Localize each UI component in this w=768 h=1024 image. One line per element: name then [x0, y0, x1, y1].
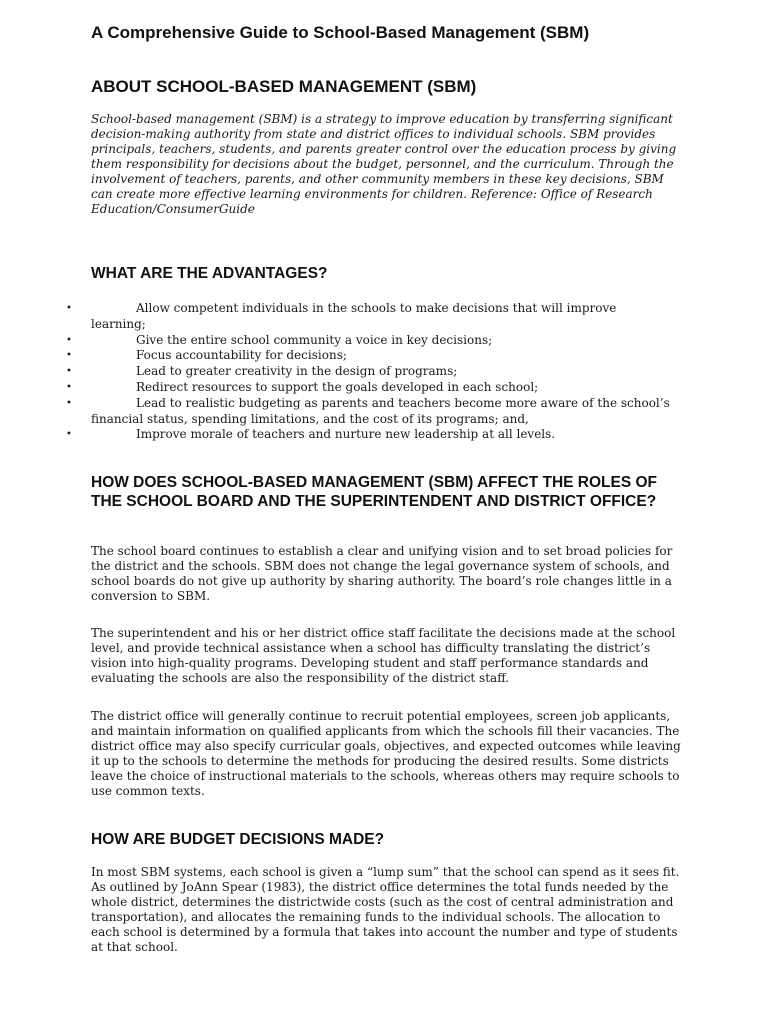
- list-item: • Lead to greater creativity in the design of programs;: [66, 364, 458, 379]
- roles-paragraph-district-office: The district office will generally continue to recruit potential employees, screen job applicants, and maintain information on qualified applicants from which the schools fill their vacancies. The district office may also specify curricular goals, objectives, and expected outcomes while leaving it up to the schools to determine the methods for producing the desired results. Some districts leave the choice of instructional materials to the schools, whereas others may require schools to use common texts.: [91, 709, 681, 798]
- budget-heading: HOW ARE BUDGET DECISIONS MADE?: [91, 831, 385, 848]
- list-item: • Redirect resources to support the goals developed in each school;: [66, 379, 539, 394]
- roles-heading: HOW DOES SCHOOL-BASED MANAGEMENT (SBM) AFFECT THE ROLES OF THE SCHOOL BOARD AND THE SUPERINTENDENT AND DISTRICT OFFICE?: [91, 474, 658, 510]
- list-item: • Improve morale of teachers and nurture new leadership at all levels.: [66, 427, 556, 442]
- bullet-icon: •: [66, 350, 72, 362]
- budget-paragraph: In most SBM systems, each school is given a “lump sum” that the school can spend as it sees fit. As outlined by JoAnn Spear (1983), the district office determines the total funds needed by the whole district, determines the districtwide costs (such as the cost of central administration and transportation), and allocates the remaining funds to the individual schools. The allocation to each school is determined by a formula that takes into account the number and type of students at that school.: [91, 865, 680, 954]
- document-title: A Comprehensive Guide to School-Based Management (SBM): [91, 23, 590, 42]
- roles-paragraph-superintendent: The superintendent and his or her district office staff facilitate the decisions made at the school level, and provide technical assistance when a school has difficulty translating the district’s vision into high-quality programs. Developing student and staff performance standards and evaluating the schools are also the responsibility of the district staff.: [91, 626, 676, 685]
- list-item: • Give the entire school community a voice in key decisions;: [66, 332, 493, 347]
- bullet-icon: •: [66, 397, 72, 409]
- bullet-icon: •: [66, 429, 72, 441]
- advantages-list: [0, 301, 768, 443]
- about-paragraph: School-based management (SBM) is a strategy to improve education by transferring significant decision-making authority from state and district offices to individual schools. SBM provides principals, teachers, students, and parents greater control over the education process by giving them responsibility for decisions about the budget, personnel, and the curriculum. Through the involvement of teachers, parents, and other community members in these key decisions, SBM can create more effective learning environments for children. Reference: Office of Research Education/ConsumerGuide: [91, 112, 677, 216]
- bullet-icon: •: [66, 366, 72, 378]
- about-heading: ABOUT SCHOOL-BASED MANAGEMENT (SBM): [91, 77, 477, 96]
- bullet-icon: •: [66, 334, 72, 346]
- bullet-icon: •: [66, 303, 72, 314]
- list-item: • Lead to realistic budgeting as parents and teachers become more aware of the school’s financial status, spending limitations, and the cost of its programs; and,: [66, 395, 670, 426]
- list-item: • Allow competent individuals in the schools to make decisions that will improve learning;: [66, 301, 617, 331]
- list-item: • Focus accountability for decisions;: [66, 348, 347, 363]
- roles-paragraph-board: The school board continues to establish a clear and unifying vision and to set broad policies for the district and the schools. SBM does not change the legal governance system of schools, and school boards do not give up authority by sharing authority. The board’s role changes little in a conversion to SBM.: [91, 544, 673, 603]
- advantages-heading: WHAT ARE THE ADVANTAGES?: [91, 265, 328, 282]
- bullet-icon: •: [66, 381, 72, 393]
